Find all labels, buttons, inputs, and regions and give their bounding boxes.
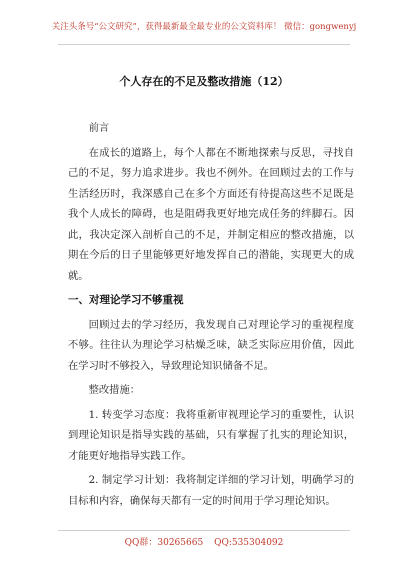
measure-item: 2. 制定学习计划：我将制定详细的学习计划，明确学习的目标和内容，确保每天都有一定的时间用于学习理论知识。 [68,474,354,507]
document-body [68,118,354,515]
qq-number-text: QQ:535304092 [214,538,284,548]
footer-contact [0,535,408,548]
document-title: 个人存在的不足及整改措施（12） [119,75,289,88]
footer-divider [58,530,350,531]
intro-paragraph: 在成长的道路上，每个人都在不断地探索与反思，寻找自己的不足，努力追求进步。我也不例外。在回顾过去的工作与生活经历时，我深感自己在多个方面还有待提高这些不足既是我个人成长的障碍，也是阻碍我更好地完成任务的绊脚石。因此，我决定深入剖析自己的不足，并制定相应的整改措施，以期在今后的日子里能够更好地发挥自己的潜能，实现更大的成就。 [68,146,354,282]
qq-group-text: QQ群：30265665 [124,538,204,548]
measures-label: 整改措施： [88,384,141,396]
section-heading: 一、对理论学习不够重视 [68,294,184,306]
measure-item: 1. 转变学习态度：我将重新审视理论学习的重要性，认识到理论知识是指导实践的基础，只有掌握了扎实的理论知识，才能更好地指导实践工作。 [68,408,354,462]
preface-label: 前言 [88,122,110,134]
header-divider [58,44,350,45]
section-paragraph: 回顾过去的学习经历，我发现自己对理论学习的重视程度不够。往往认为理论学习枯燥乏味，缺乏实际应用价值，因此在学习时不够投入，导致理论知识储备不足。 [68,318,354,372]
header-banner: 关注头条号“公文研究”，获得最新最全最专业的公文资料库！ 微信：gongwenyj [51,22,357,32]
